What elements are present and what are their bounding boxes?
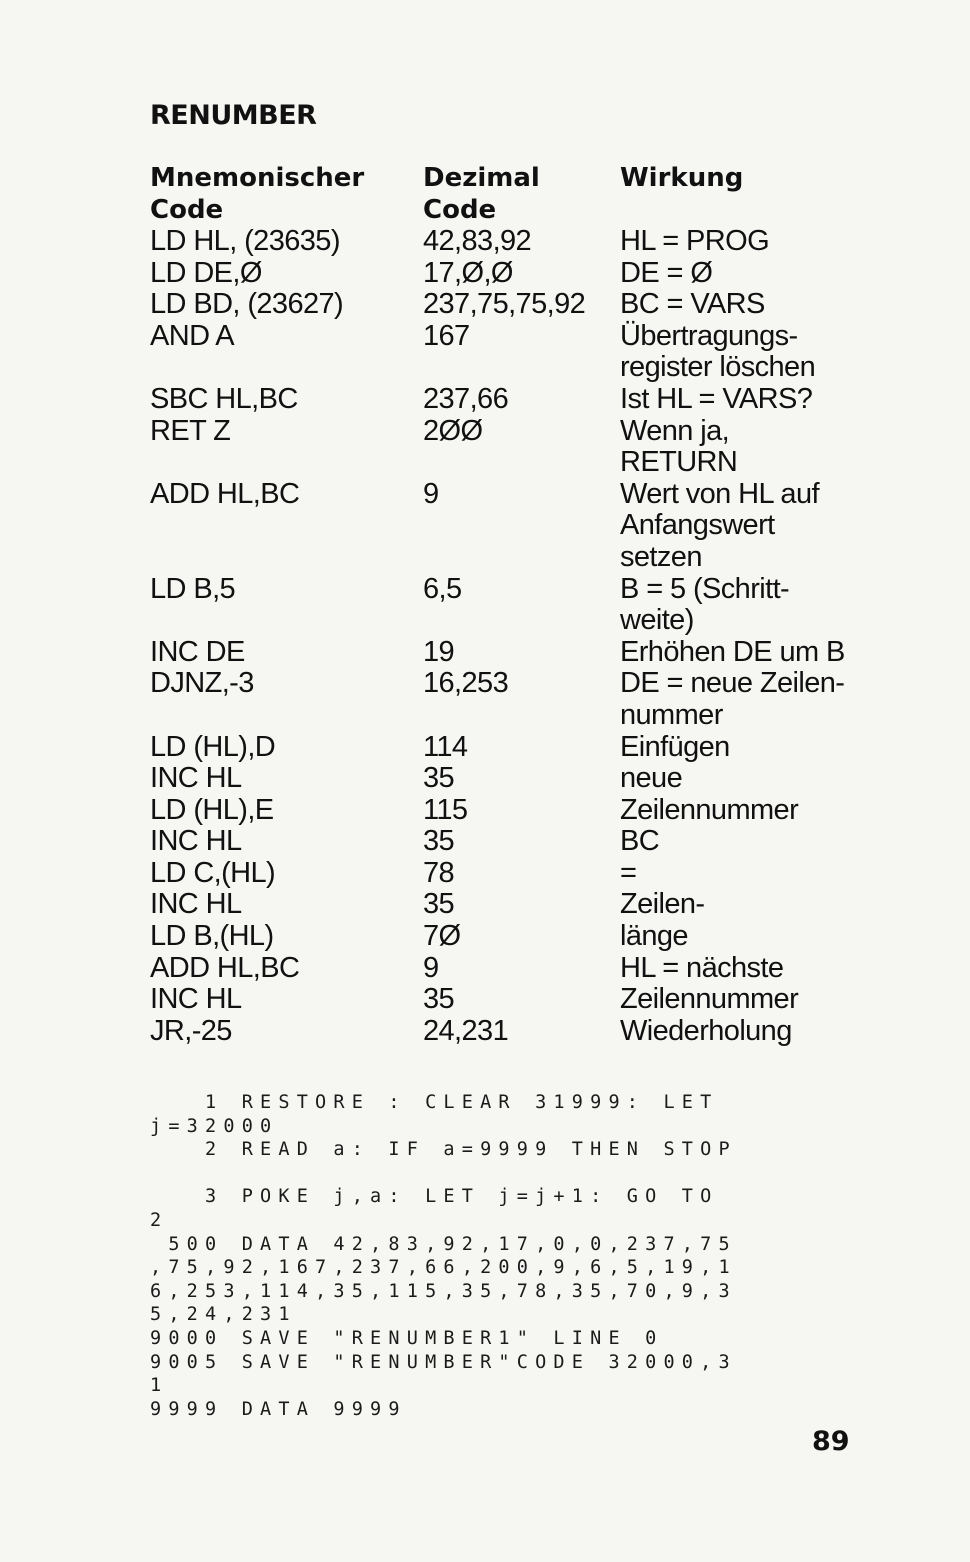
decimal-cell: 114 xyxy=(423,730,468,763)
table-row xyxy=(150,384,870,416)
decimal-cell: 9 xyxy=(423,951,439,984)
effect-cell: HL = PROG xyxy=(620,225,770,257)
mnemonic-cell: INC HL xyxy=(150,888,242,921)
decimal-cell: 6,5 xyxy=(423,572,462,605)
mnemonic-cell: INC DE xyxy=(150,635,245,668)
table-body xyxy=(150,226,870,1047)
decimal-cell: 7Ø xyxy=(423,920,461,953)
effect-cell: BC = VARS xyxy=(620,288,765,321)
mnemonic-cell: LD DE,Ø xyxy=(150,256,262,289)
mnemonic-cell: LD HL, (23635) xyxy=(150,225,340,257)
effect-cell: Erhöhen DE um B xyxy=(620,635,845,668)
decimal-cell: 16,253 xyxy=(423,667,509,700)
decimal-cell: 19 xyxy=(423,635,455,668)
effect-cell: Zeilennummer xyxy=(620,983,799,1016)
decimal-cell: 17,Ø,Ø xyxy=(423,256,513,289)
decimal-cell: 9 xyxy=(423,477,439,510)
decimal-cell: 167 xyxy=(423,319,470,352)
table-row xyxy=(150,763,870,795)
table-row xyxy=(150,416,870,479)
mnemonic-cell: LD B,5 xyxy=(150,572,236,605)
decimal-cell: 115 xyxy=(423,793,468,826)
mnemonic-cell: INC HL xyxy=(150,983,242,1016)
effect-cell: länge xyxy=(620,920,688,953)
effect-cell: Wiederholung xyxy=(620,1014,792,1047)
effect-cell: B = 5 (Schritt- weite) xyxy=(620,572,790,637)
header-decimal: Dezimal Code xyxy=(423,163,540,225)
mnemonic-cell: LD (HL),D xyxy=(150,730,276,763)
table-row xyxy=(150,984,870,1016)
effect-cell: Zeilennummer xyxy=(620,793,799,826)
decimal-cell: 24,231 xyxy=(423,1014,509,1047)
table-header xyxy=(150,162,870,226)
effect-cell: BC xyxy=(620,825,660,858)
decimal-cell: 35 xyxy=(423,983,455,1016)
table-row xyxy=(150,858,870,890)
mnemonic-cell: LD BD, (23627) xyxy=(150,288,344,321)
table-row xyxy=(150,732,870,764)
header-mnemonic: Mnemonischer Code xyxy=(150,163,365,225)
table-row xyxy=(150,889,870,921)
effect-cell: Zeilen- xyxy=(620,888,705,921)
instruction-table xyxy=(150,162,870,1047)
effect-cell: Wert von HL auf Anfangswert setzen xyxy=(620,477,819,573)
table-row xyxy=(150,953,870,985)
table-row xyxy=(150,826,870,858)
mnemonic-cell: DJNZ,-3 xyxy=(150,667,254,700)
mnemonic-cell: LD B,(HL) xyxy=(150,920,274,953)
mnemonic-cell: JR,-25 xyxy=(150,1014,232,1047)
effect-cell: neue xyxy=(620,762,683,795)
mnemonic-cell: RET Z xyxy=(150,414,231,447)
table-row xyxy=(150,1016,870,1048)
decimal-cell: 237,75,75,92 xyxy=(423,288,586,321)
mnemonic-cell: INC HL xyxy=(150,762,242,795)
table-row xyxy=(150,574,870,637)
table-row xyxy=(150,668,870,731)
effect-cell: Einfügen xyxy=(620,730,730,763)
basic-listing: 1 RESTORE : CLEAR 31999: LET j=32000 2 READ a: IF a=9999 THEN STOP 3 POKE j,a: LET j=j+1: GO TO 2 500 DATA 42,83,92,17,0,0,237,75 ,75,92,167,237,66,200,9,6,5,19,1 6,253,114,35,115,35,78,35,70,9,3 5,24,231 9000 SAVE "RENUMBER1" LINE 0 9005 SAVE "RENUMBER"CODE 32000,3 1 9999 DATA 9999 xyxy=(150,1092,737,1420)
mnemonic-cell: ADD HL,BC xyxy=(150,951,300,984)
page-number: 89 xyxy=(812,1426,850,1457)
decimal-cell: 35 xyxy=(423,888,455,921)
table-row xyxy=(150,637,870,669)
table-row xyxy=(150,321,870,384)
section-title: RENUMBER xyxy=(150,100,317,131)
table-row xyxy=(150,226,870,258)
effect-cell: = xyxy=(620,856,637,889)
decimal-cell: 35 xyxy=(423,762,455,795)
decimal-cell: 35 xyxy=(423,825,455,858)
decimal-cell: 78 xyxy=(423,856,455,889)
table-row xyxy=(150,289,870,321)
effect-cell: DE = Ø xyxy=(620,256,713,289)
mnemonic-cell: AND A xyxy=(150,319,235,352)
effect-cell: Ist HL = VARS? xyxy=(620,382,813,415)
effect-cell: Wenn ja, RETURN xyxy=(620,414,738,479)
header-effect: Wirkung xyxy=(620,163,744,193)
effect-cell: Übertragungs- register löschen xyxy=(620,319,816,384)
mnemonic-cell: SBC HL,BC xyxy=(150,382,298,415)
mnemonic-cell: ADD HL,BC xyxy=(150,477,300,510)
table-row xyxy=(150,479,870,574)
mnemonic-cell: LD C,(HL) xyxy=(150,856,276,889)
decimal-cell: 42,83,92 xyxy=(423,225,532,257)
effect-cell: HL = nächste xyxy=(620,951,784,984)
table-row xyxy=(150,258,870,290)
effect-cell: DE = neue Zeilen- nummer xyxy=(620,667,845,731)
decimal-cell: 237,66 xyxy=(423,382,509,415)
table-row xyxy=(150,921,870,953)
table-row xyxy=(150,795,870,827)
mnemonic-cell: INC HL xyxy=(150,825,242,858)
mnemonic-cell: LD (HL),E xyxy=(150,793,274,826)
decimal-cell: 2ØØ xyxy=(423,414,483,447)
